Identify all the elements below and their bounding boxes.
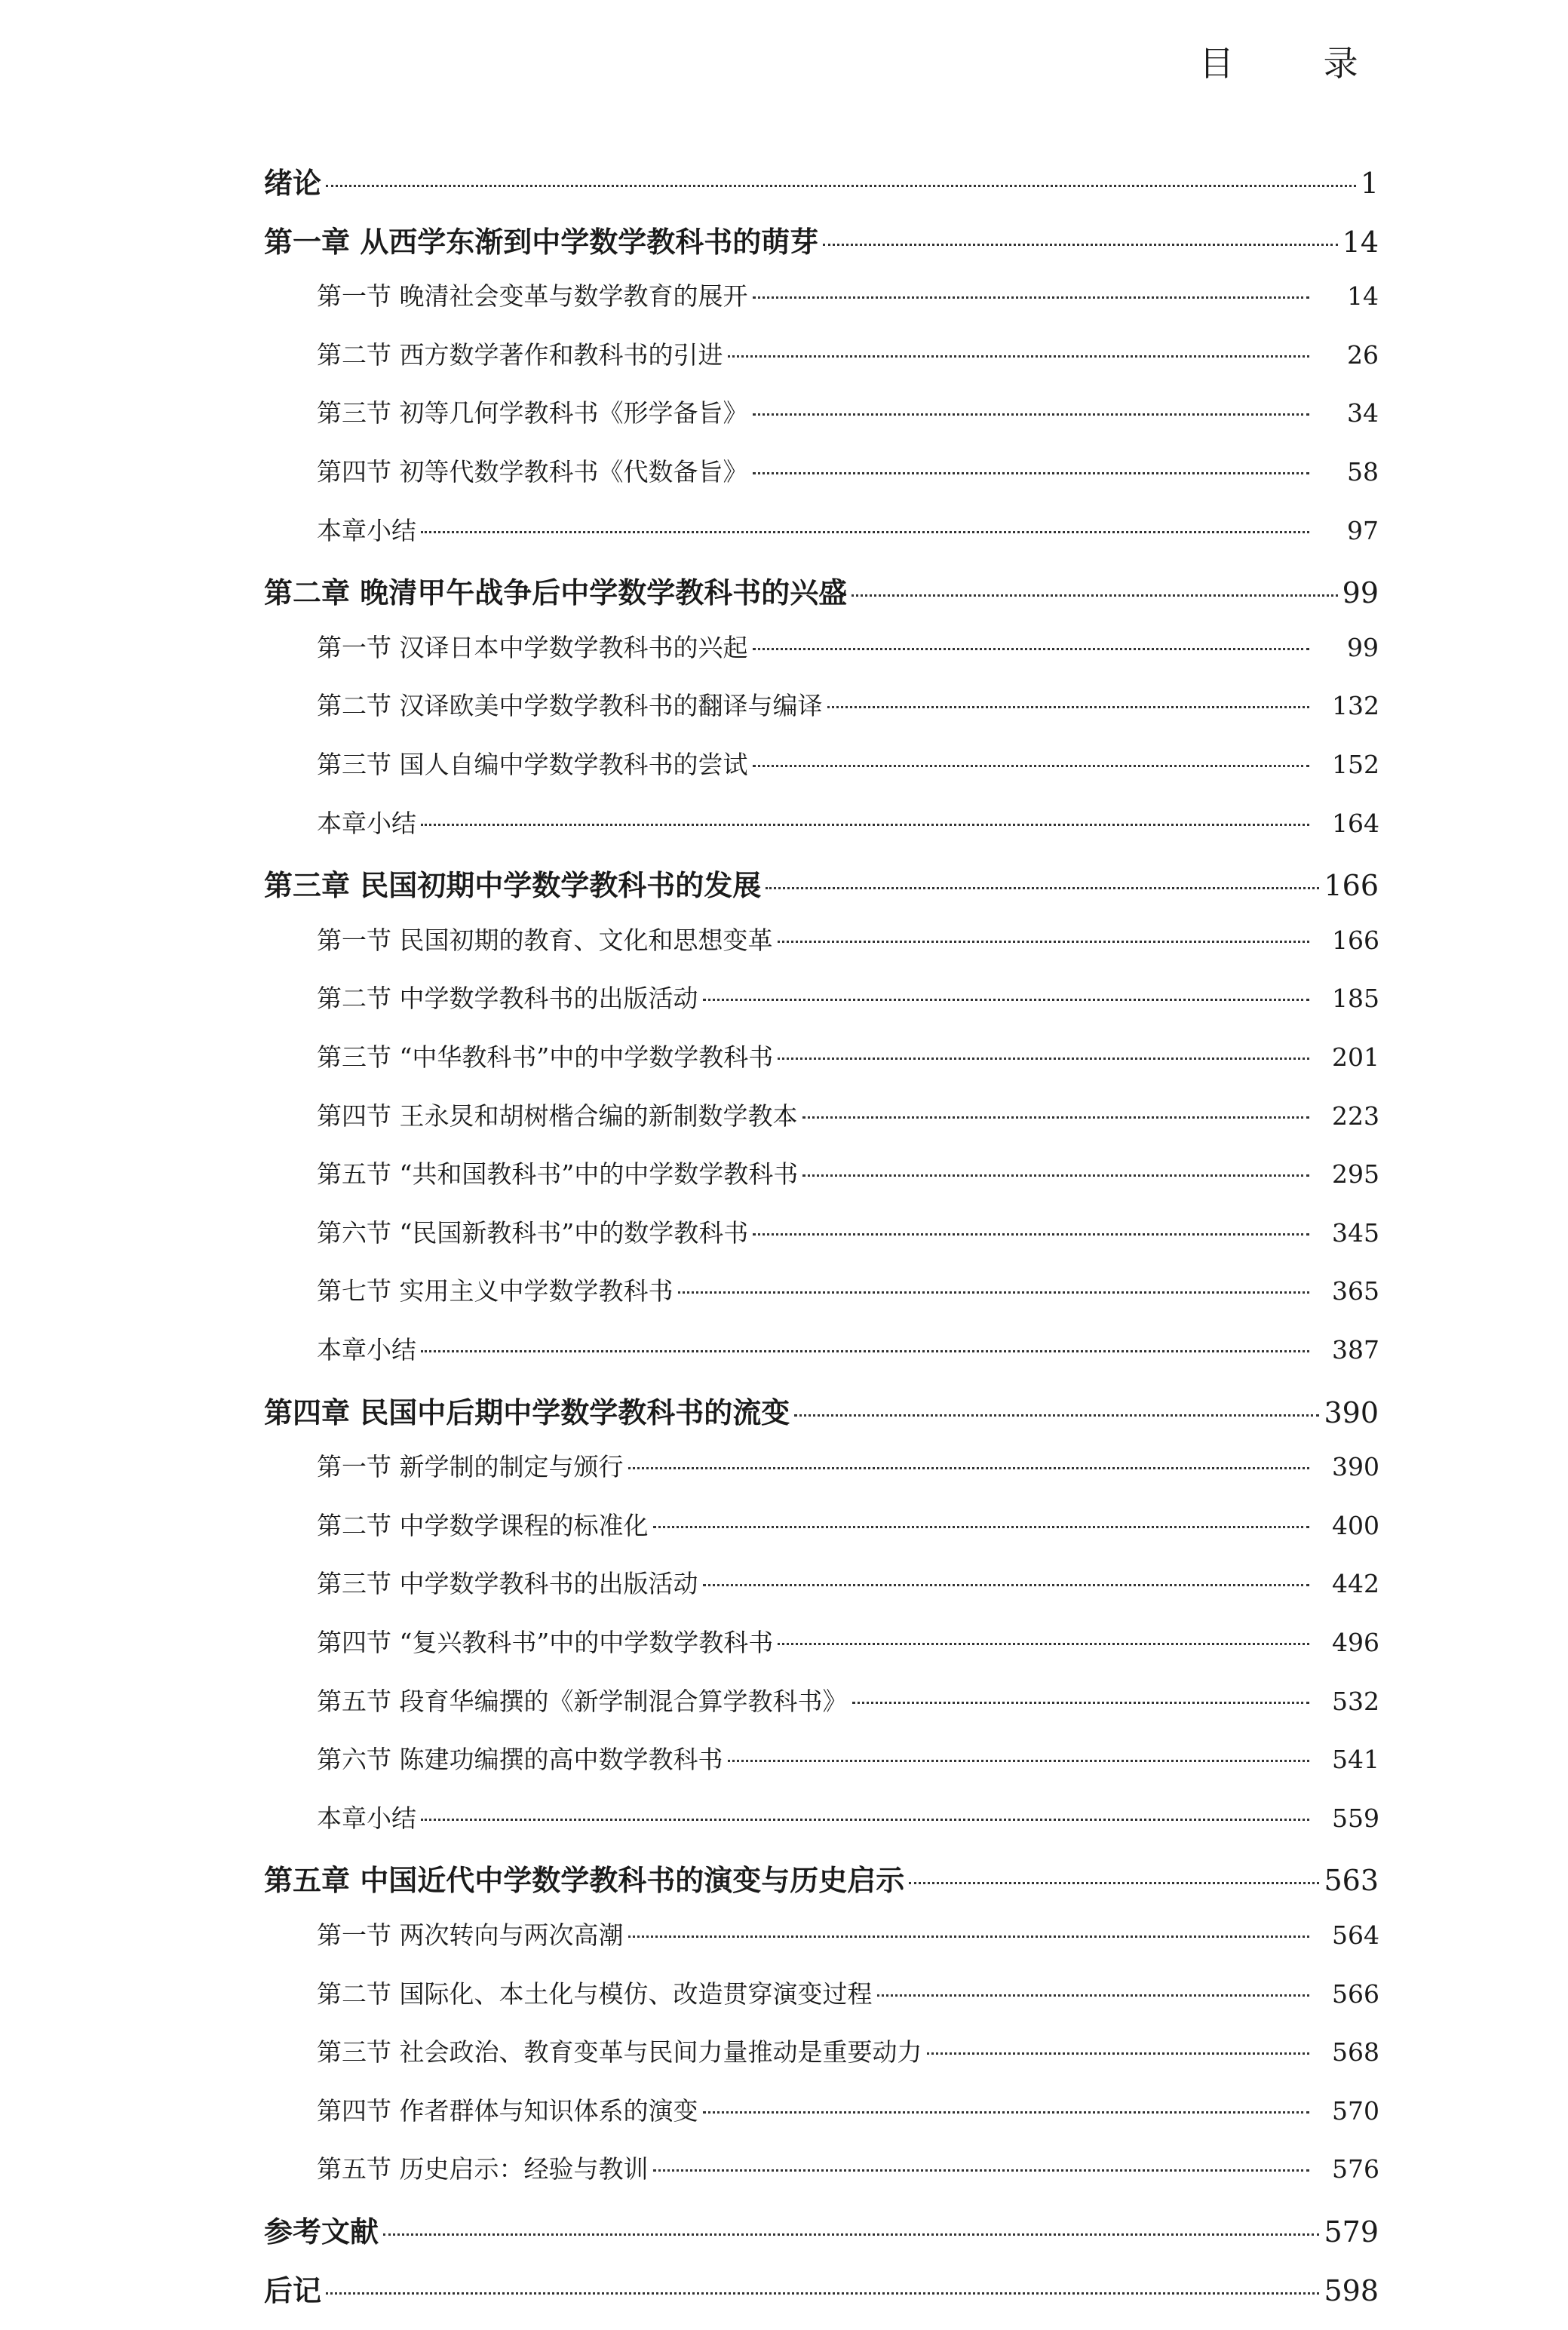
toc-entry-label: 第四章 民国中后期中学数学教科书的流变 xyxy=(264,1395,790,1429)
toc-section-entry[interactable] xyxy=(317,2150,1379,2185)
dot-leader xyxy=(421,1819,1309,1821)
toc-entry-label: 第六节 “民国新教科书”中的数学教科书 xyxy=(317,1218,749,1248)
toc-entry-page-number: 541 xyxy=(1332,1745,1379,1774)
toc-entry-page-number: 97 xyxy=(1347,516,1379,545)
dot-leader xyxy=(909,1882,1319,1884)
dot-leader xyxy=(628,1936,1310,1938)
toc-section-entry[interactable] xyxy=(317,1916,1379,1951)
toc-section-entry[interactable] xyxy=(317,1975,1379,2010)
toc-section-entry[interactable] xyxy=(317,277,1379,312)
dot-leader xyxy=(778,941,1310,943)
toc-entry-page-number: 365 xyxy=(1332,1276,1379,1306)
toc-entry-label: 第五节 段育华编撰的《新学制混合算学教科书》 xyxy=(317,1687,848,1716)
toc-section-entry[interactable] xyxy=(317,804,1379,840)
toc-entry-label: 第三节 社会政治、教育变革与民间力量推动是重要动力 xyxy=(317,2037,922,2067)
toc-entry-label: 参考文献 xyxy=(264,2215,379,2249)
toc-section-entry[interactable] xyxy=(317,745,1379,781)
toc-entry-label: 第六节 陈建功编撰的高中数学教科书 xyxy=(317,1745,723,1774)
toc-entry-label: 绪论 xyxy=(264,166,322,200)
toc-entry-page-number: 26 xyxy=(1347,340,1379,370)
toc-entry-label: 本章小结 xyxy=(317,1804,416,1833)
dot-leader xyxy=(753,1233,1309,1236)
toc-section-entry[interactable] xyxy=(317,686,1379,722)
toc-title: 目 录 xyxy=(1199,43,1398,84)
dot-leader xyxy=(421,824,1309,826)
toc-section-entry[interactable] xyxy=(317,2033,1379,2068)
toc-section-entry[interactable] xyxy=(317,1155,1379,1190)
toc-entry-page-number: 1 xyxy=(1360,167,1379,200)
toc-entry-label: 第三节 “中华教科书”中的中学数学教科书 xyxy=(317,1042,774,1072)
dot-leader xyxy=(728,355,1310,358)
toc-entry-label: 第五节 “共和国教科书”中的中学数学教科书 xyxy=(317,1159,799,1189)
dot-leader xyxy=(753,648,1310,650)
dot-leader xyxy=(753,472,1310,474)
toc-entry-label: 第一节 汉译日本中学数学教科书的兴起 xyxy=(317,633,748,662)
toc-section-entry[interactable] xyxy=(317,1097,1379,1132)
toc-entry-page-number: 568 xyxy=(1332,2037,1379,2067)
toc-section-entry[interactable] xyxy=(317,1214,1379,1249)
toc-section-entry[interactable] xyxy=(317,628,1379,664)
toc-entry-page-number: 166 xyxy=(1324,869,1379,902)
toc-entry-page-number: 14 xyxy=(1342,226,1379,259)
toc-entry-label: 第二章 晚清甲午战争后中学数学教科书的兴盛 xyxy=(264,576,848,609)
toc-entry-page-number: 185 xyxy=(1332,984,1379,1013)
dot-leader xyxy=(326,185,1356,187)
toc-section-entry[interactable] xyxy=(317,979,1379,1015)
toc-entry-label: 第七节 实用主义中学数学教科书 xyxy=(317,1276,674,1306)
dot-leader xyxy=(877,1994,1310,1997)
dot-leader xyxy=(326,2292,1319,2295)
toc-entry-label: 第三节 中学数学教科书的出版活动 xyxy=(317,1569,698,1598)
toc-entry-label: 第四节 “复兴教科书”中的中学数学教科书 xyxy=(317,1628,774,1657)
toc-entry-page-number: 563 xyxy=(1324,1864,1379,1897)
toc-entry-page-number: 598 xyxy=(1324,2274,1379,2307)
dot-leader xyxy=(766,887,1319,889)
toc-section-entry[interactable] xyxy=(317,1272,1379,1307)
dot-leader xyxy=(703,2111,1310,2114)
toc-entry-page-number: 532 xyxy=(1332,1687,1379,1716)
dot-leader xyxy=(852,1702,1310,1704)
toc-entry-label: 第三章 民国初期中学数学教科书的发展 xyxy=(264,868,762,902)
toc-chapter-entry[interactable] xyxy=(264,1857,1379,1899)
toc-entry-label: 第二节 西方数学著作和教科书的引进 xyxy=(317,340,723,370)
toc-entry-page-number: 564 xyxy=(1332,1920,1379,1950)
toc-section-entry[interactable] xyxy=(317,1740,1379,1776)
toc-entry-page-number: 390 xyxy=(1332,1452,1379,1481)
dot-leader xyxy=(753,765,1310,767)
toc-entry-label: 第二节 中学数学教科书的出版活动 xyxy=(317,984,698,1013)
toc-entry-page-number: 345 xyxy=(1332,1218,1379,1248)
toc-entry-label: 后记 xyxy=(264,2273,322,2307)
dot-leader xyxy=(753,413,1310,416)
dot-leader xyxy=(827,706,1310,708)
toc-entry-page-number: 576 xyxy=(1332,2154,1379,2184)
toc-entry-page-number: 99 xyxy=(1347,633,1379,662)
toc-section-entry[interactable] xyxy=(317,1447,1379,1483)
toc-section-entry[interactable] xyxy=(317,2092,1379,2127)
dot-leader xyxy=(728,1760,1310,1762)
toc-chapter-entry[interactable] xyxy=(264,2267,1379,2309)
toc-entry-page-number: 223 xyxy=(1332,1101,1379,1131)
toc-entry-page-number: 152 xyxy=(1332,750,1379,779)
toc-entry-page-number: 99 xyxy=(1342,576,1379,609)
toc-section-entry[interactable] xyxy=(317,1331,1379,1366)
toc-section-entry[interactable] xyxy=(317,1799,1379,1834)
toc-entry-label: 第二节 国际化、本土化与模仿、改造贯穿演变过程 xyxy=(317,1979,873,2009)
toc-chapter-entry[interactable] xyxy=(264,569,1379,611)
toc-entry-label: 第四节 王永炅和胡树楷合编的新制数学教本 xyxy=(317,1101,798,1131)
dot-leader xyxy=(778,1643,1309,1645)
toc-entry-label: 第四节 初等代数学教科书《代数备旨》 xyxy=(317,457,748,487)
toc-entry-label: 第五节 历史启示：经验与教训 xyxy=(317,2154,649,2184)
dot-leader xyxy=(628,1467,1310,1469)
toc-section-entry[interactable] xyxy=(317,394,1379,429)
toc-entry-page-number: 559 xyxy=(1332,1804,1379,1833)
dot-leader xyxy=(703,1584,1310,1586)
toc-entry-label: 第二节 汉译欧美中学数学教科书的翻译与编译 xyxy=(317,691,823,720)
toc-section-entry[interactable] xyxy=(317,511,1379,547)
dot-leader xyxy=(653,1526,1310,1528)
toc-entry-page-number: 14 xyxy=(1347,281,1379,311)
toc-entry-label: 第一章 从西学东渐到中学数学教科书的萌芽 xyxy=(264,225,819,259)
toc-entry-label: 第一节 新学制的制定与颁行 xyxy=(317,1452,624,1481)
dot-leader xyxy=(823,244,1337,246)
toc-entry-label: 第三节 国人自编中学数学教科书的尝试 xyxy=(317,750,748,779)
toc-entry-page-number: 201 xyxy=(1332,1042,1379,1072)
toc-entry-page-number: 58 xyxy=(1347,457,1379,487)
toc-section-entry[interactable] xyxy=(317,1564,1379,1600)
toc-entry-page-number: 566 xyxy=(1332,1979,1379,2009)
dot-leader xyxy=(653,2169,1310,2172)
toc-entry-page-number: 34 xyxy=(1347,398,1379,428)
toc-section-entry[interactable] xyxy=(317,1682,1379,1718)
toc-chapter-entry[interactable] xyxy=(264,160,1379,201)
toc-chapter-entry[interactable] xyxy=(264,219,1379,260)
toc-entry-label: 第一节 晚清社会变革与数学教育的展开 xyxy=(317,281,748,311)
dot-leader xyxy=(927,2052,1310,2055)
toc-entry-label: 本章小结 xyxy=(317,1335,416,1365)
toc-entry-label: 第五章 中国近代中学数学教科书的演变与历史启示 xyxy=(264,1863,905,1897)
dot-leader xyxy=(802,1116,1310,1119)
dot-leader xyxy=(383,2233,1319,2236)
toc-entry-page-number: 132 xyxy=(1332,691,1379,720)
toc-entry-label: 第四节 作者群体与知识体系的演变 xyxy=(317,2096,698,2126)
toc-section-entry[interactable] xyxy=(317,1038,1379,1073)
dot-leader xyxy=(703,999,1310,1001)
dot-leader xyxy=(852,594,1337,597)
toc-section-entry[interactable] xyxy=(317,336,1379,371)
dot-leader xyxy=(778,1058,1309,1060)
toc-chapter-entry[interactable] xyxy=(264,2209,1379,2250)
dot-leader xyxy=(421,1350,1309,1352)
toc-entry-page-number: 166 xyxy=(1332,926,1379,955)
toc-entry-label: 第三节 初等几何学教科书《形学备旨》 xyxy=(317,398,748,428)
toc-section-entry[interactable] xyxy=(317,1623,1379,1659)
toc-chapter-entry[interactable] xyxy=(264,862,1379,904)
dot-leader xyxy=(802,1174,1309,1177)
toc-entry-page-number: 496 xyxy=(1332,1628,1379,1657)
dot-leader xyxy=(678,1291,1310,1294)
toc-entry-page-number: 442 xyxy=(1332,1569,1379,1598)
toc-entry-page-number: 295 xyxy=(1332,1159,1379,1189)
toc-entry-page-number: 570 xyxy=(1332,2096,1379,2126)
toc-entry-label: 第一节 民国初期的教育、文化和思想变革 xyxy=(317,926,773,955)
toc-section-entry[interactable] xyxy=(317,921,1379,956)
dot-leader xyxy=(794,1414,1319,1417)
toc-section-entry[interactable] xyxy=(317,453,1379,488)
toc-entry-page-number: 390 xyxy=(1324,1396,1379,1429)
toc-entry-label: 第一节 两次转向与两次高潮 xyxy=(317,1920,624,1950)
toc-entry-page-number: 164 xyxy=(1332,809,1379,838)
toc-entry-label: 第二节 中学数学课程的标准化 xyxy=(317,1511,649,1540)
toc-chapter-entry[interactable] xyxy=(264,1389,1379,1431)
toc-entry-page-number: 387 xyxy=(1332,1335,1379,1365)
toc-section-entry[interactable] xyxy=(317,1506,1379,1542)
dot-leader xyxy=(421,531,1309,533)
toc-entry-label: 本章小结 xyxy=(317,809,416,838)
toc-entry-label: 本章小结 xyxy=(317,516,416,545)
dot-leader xyxy=(753,296,1310,299)
toc-entry-page-number: 579 xyxy=(1324,2215,1379,2249)
toc-entry-page-number: 400 xyxy=(1332,1511,1379,1540)
